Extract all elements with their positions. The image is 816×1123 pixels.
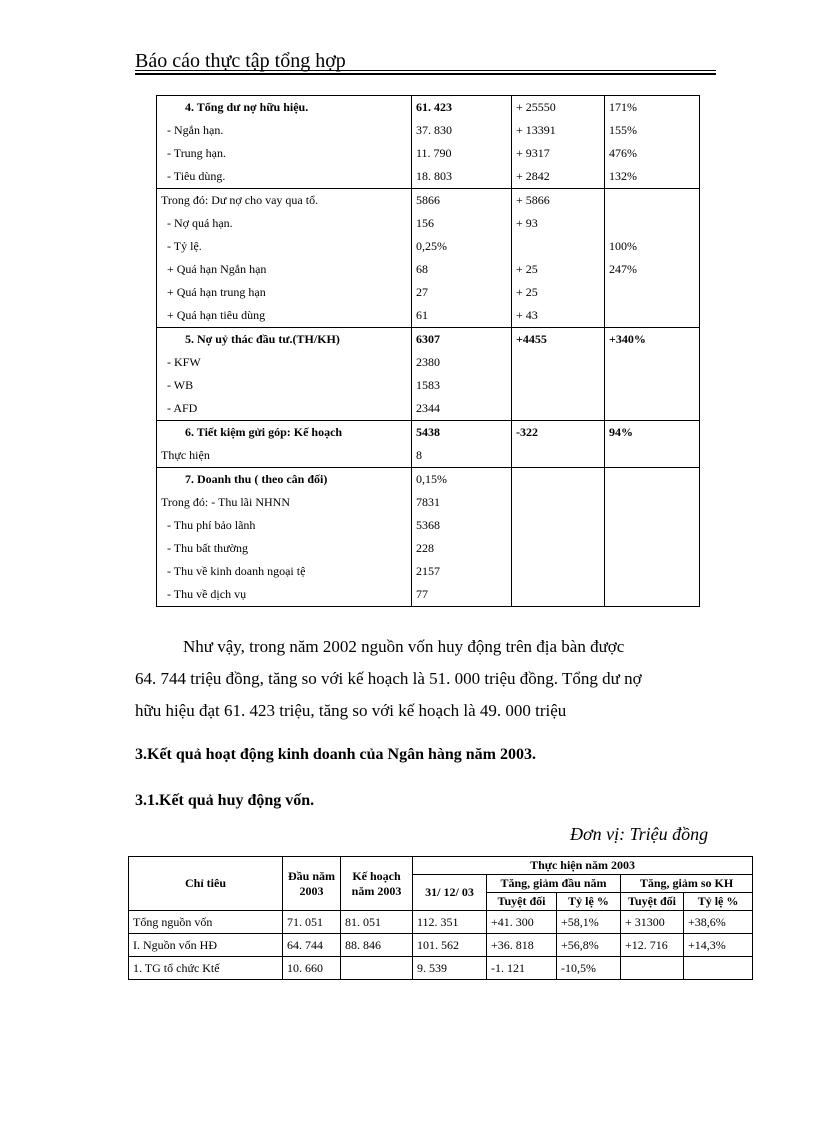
- header-dau-nam: Đầu năm 2003: [283, 857, 341, 911]
- header-chi-tieu: Chỉ tiêu: [129, 857, 283, 911]
- table-row: - Nợ quá hạn. 156 + 93: [157, 212, 700, 235]
- table-row: - Thu phí bảo lãnh 5368: [157, 514, 700, 537]
- unit-label: Đơn vị: Triệu đồng: [570, 824, 709, 844]
- table-row: - Thu về dịch vụ 77: [157, 583, 700, 607]
- table-row: - KFW 2380: [157, 351, 700, 374]
- header-rule-thick: [135, 73, 716, 75]
- table-row: 4. Tổng dư nợ hữu hiệu. 61. 423 + 25550 171%: [157, 96, 700, 120]
- table-row: + Quá hạn trung hạn 27 + 25: [157, 281, 700, 304]
- summary-paragraph: Như vậy, trong năm 2002 nguồn vốn huy động trên địa bàn được 64. 744 triệu đồng, tăng so với kế hoạch là 51. 000 triệu đồng. Tổng dư nợ hữu hiệu đạt 61. 423 triệu, tăng so với kế hoạch là 49. 000 triệu: [135, 637, 642, 720]
- header-tang-giam-so-kh: Tăng, giảm so KH: [621, 875, 753, 893]
- table-row: 7. Doanh thu ( theo cân đối) 0,15%: [157, 468, 700, 492]
- table-row: - AFD 2344: [157, 397, 700, 421]
- header-ty-le: Tỷ lệ %: [557, 893, 621, 911]
- section-heading: 3.Kết quả hoạt động kinh doanh của Ngân hàng năm 2003.: [135, 746, 537, 763]
- header-date: 31/ 12/ 03: [413, 875, 487, 911]
- table-row: - Thu về kinh doanh ngoại tệ 2157: [157, 560, 700, 583]
- table-row: Trong đó: - Thu lãi NHNN 7831: [157, 491, 700, 514]
- header-thuc-hien: Thực hiện năm 2003: [413, 857, 753, 875]
- table-row: Thực hiện 8: [157, 444, 700, 468]
- table-row: + Quá hạn tiêu dùng 61 + 43: [157, 304, 700, 328]
- table-row: - Thu bất thường 228: [157, 537, 700, 560]
- table-row: - Ngắn hạn. 37. 830 + 13391 155%: [157, 119, 700, 142]
- subsection-heading: 3.1.Kết quả huy động vốn.: [135, 792, 315, 809]
- header-tang-giam-dau-nam: Tăng, giảm đầu năm: [487, 875, 621, 893]
- table-row: 5. Nợ uỷ thác đầu tư.(TH/KH) 6307 +4455 +340%: [157, 328, 700, 352]
- header-rule-thin: [135, 70, 716, 71]
- table-row: - Tỷ lệ. 0,25% 100%: [157, 235, 700, 258]
- table-row: I. Nguồn vốn HĐ 64. 744 88. 846 101. 562 +36. 818 +56,8% +12. 716 +14,3%: [129, 934, 753, 957]
- table-row: 6. Tiết kiệm gửi góp: Kế hoạch 5438 -322 94%: [157, 421, 700, 445]
- table-row: - Tiêu dùng. 18. 803 + 2842 132%: [157, 165, 700, 189]
- header-ke-hoach: Kế hoạch năm 2003: [341, 857, 413, 911]
- table-row: Trong đó: Dư nợ cho vay qua tổ. 5866 + 5866: [157, 189, 700, 213]
- header-tuyet-doi: Tuyệt đối: [487, 893, 557, 911]
- capital-table: [128, 856, 753, 980]
- header-title: Báo cáo thực tập tổng hợp: [135, 50, 346, 72]
- table-row: Tổng nguồn vốn 71. 051 81. 051 112. 351 +41. 300 +58,1% + 31300 +38,6%: [129, 911, 753, 934]
- table-row: - Trung hạn. 11. 790 + 9317 476%: [157, 142, 700, 165]
- credit-table: [156, 95, 700, 607]
- table-row: + Quá hạn Ngắn hạn 68 + 25 247%: [157, 258, 700, 281]
- table-row: 1. TG tổ chức Ktế 10. 660 9. 539 -1. 121 -10,5%: [129, 957, 753, 980]
- header-tuyet-doi: Tuyệt đối: [621, 893, 684, 911]
- table-row: - WB 1583: [157, 374, 700, 397]
- header-ty-le: Tỷ lệ %: [684, 893, 753, 911]
